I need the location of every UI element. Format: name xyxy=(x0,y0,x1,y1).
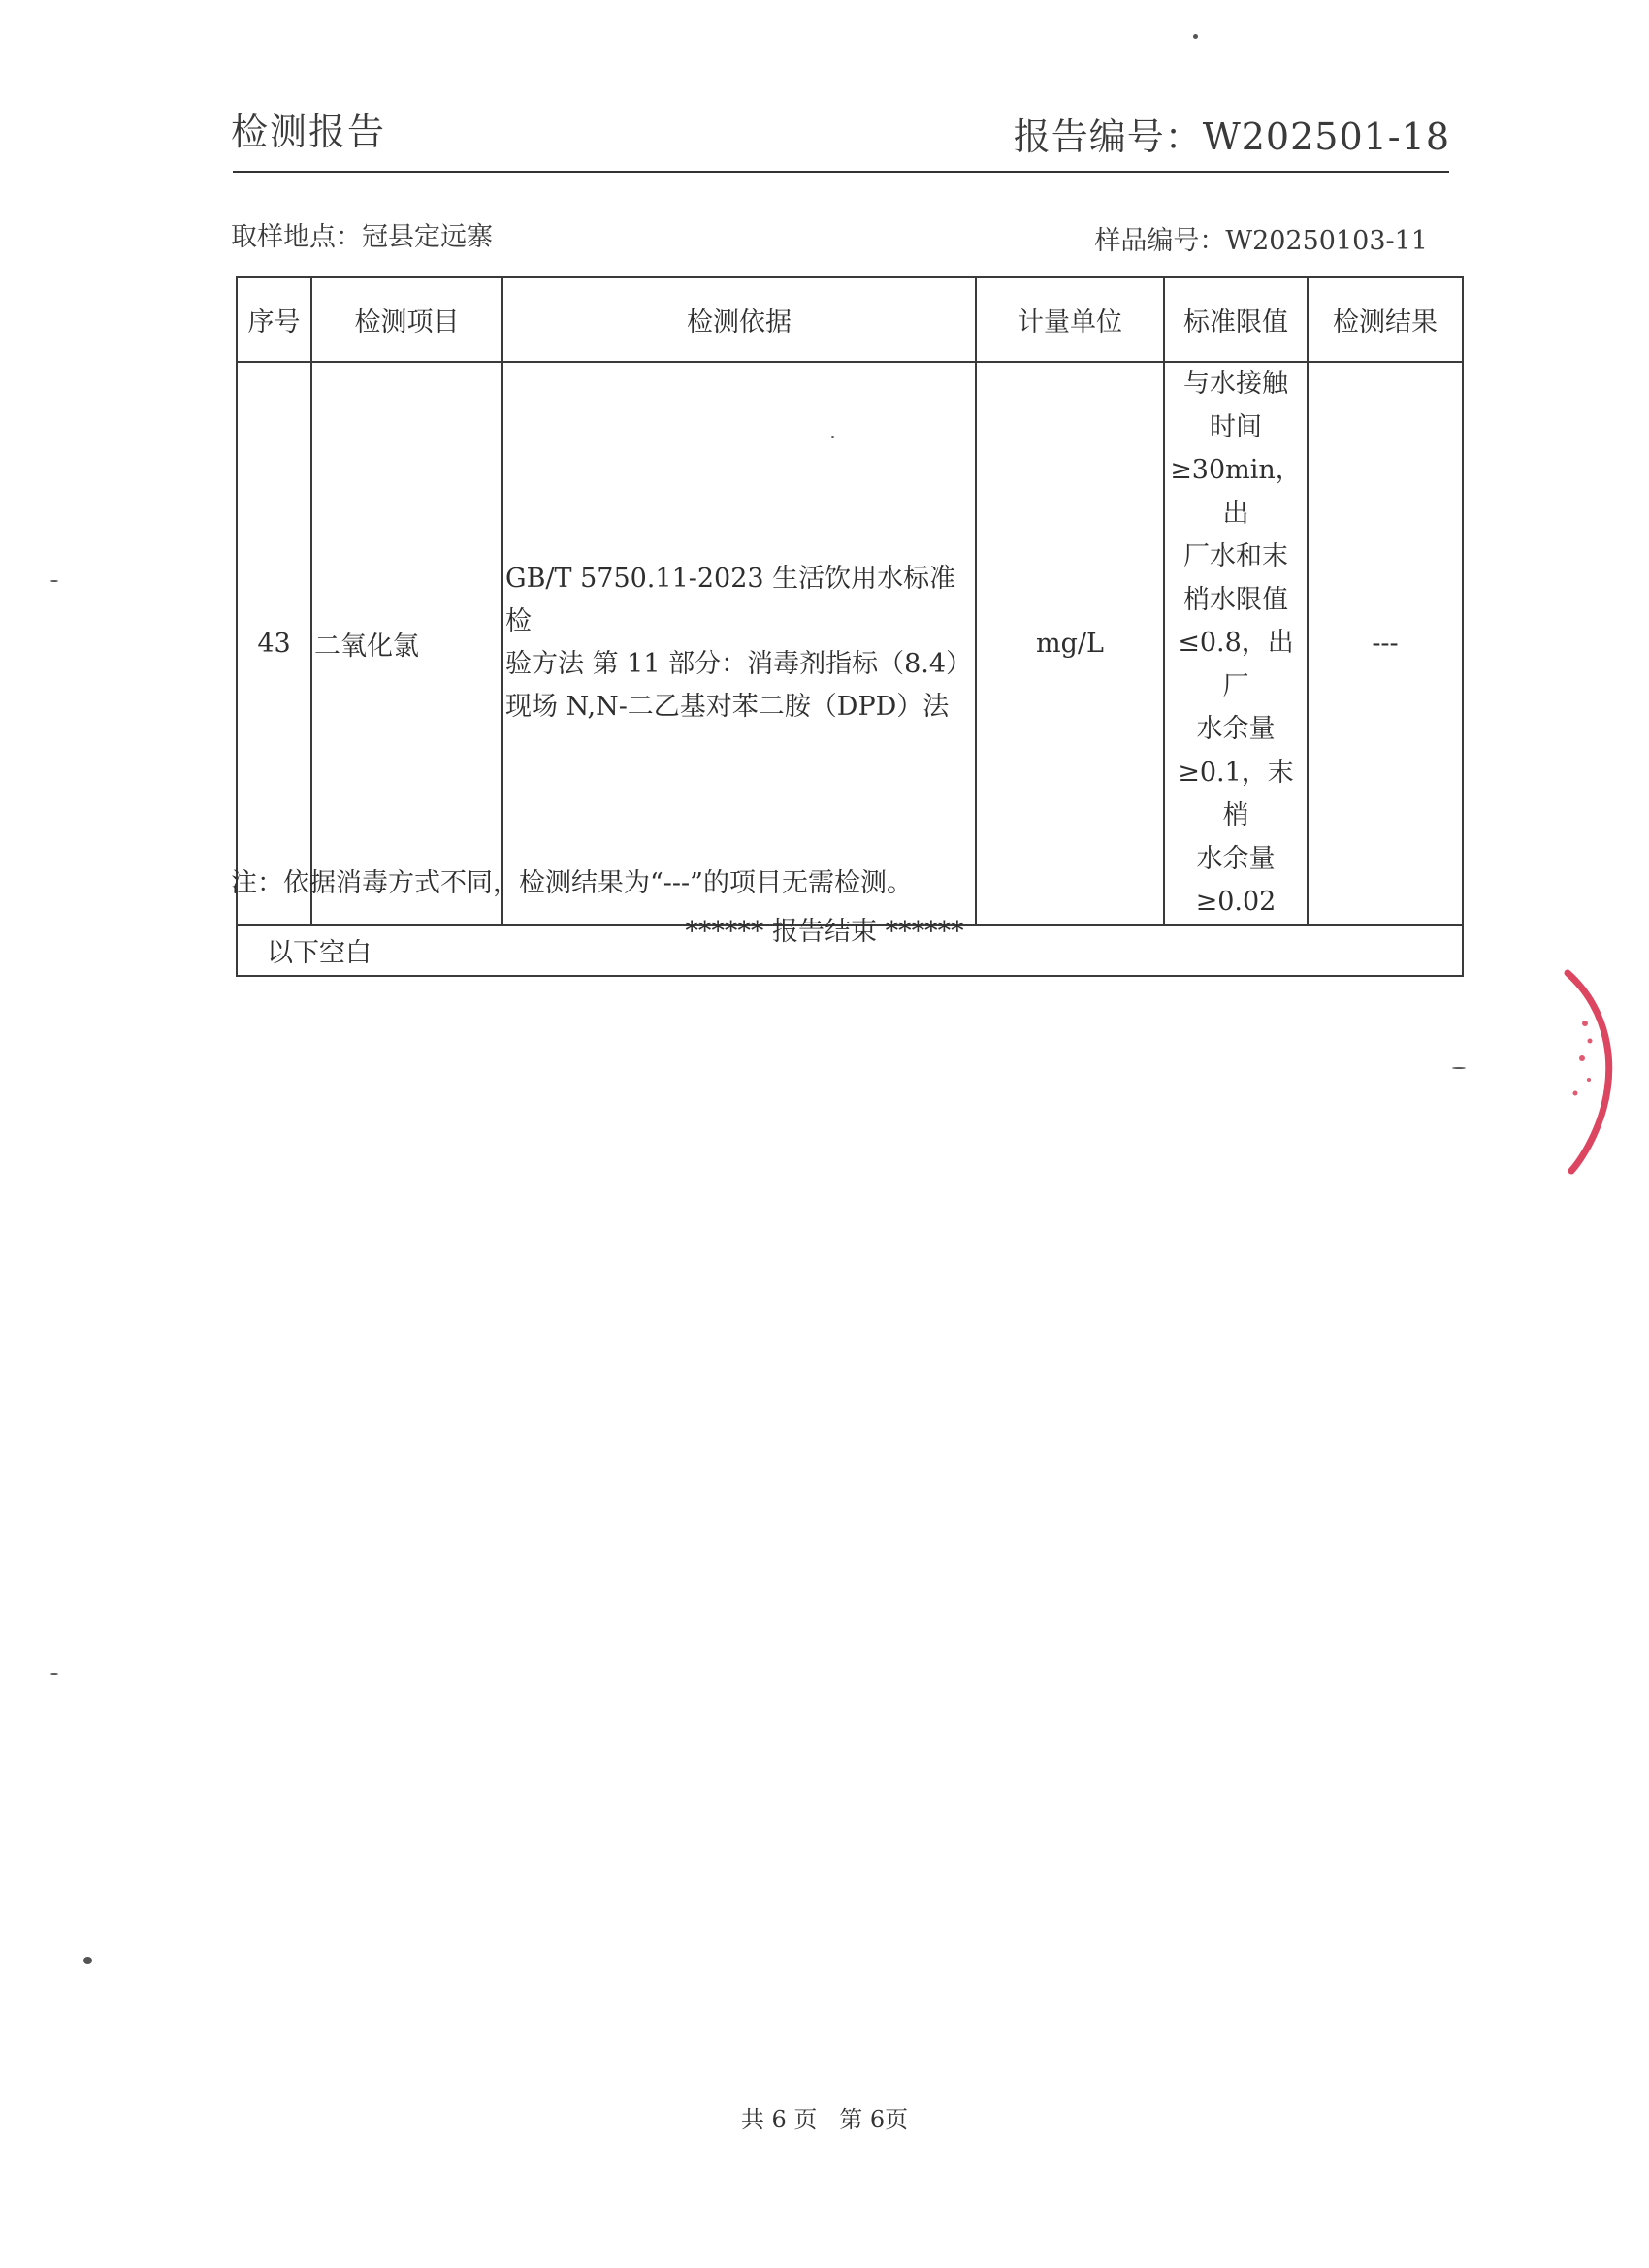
col-header-result: 检测结果 xyxy=(1308,277,1463,362)
blank-row-label: 以下空白 xyxy=(237,925,1463,976)
limit-line: ≥0.1，末梢 xyxy=(1178,757,1294,830)
limit-line: 水余量 xyxy=(1196,843,1276,874)
limit-line: ≤0.8，出厂 xyxy=(1178,628,1294,701)
page-footer: 共 6 页 第 6页 xyxy=(740,2106,909,2133)
row-limit xyxy=(1164,362,1308,925)
table-header-row xyxy=(237,277,1463,362)
sampling-location: 取样地点：冠县定远寨 xyxy=(231,222,493,252)
limit-line: 厂水和末 xyxy=(1183,541,1288,571)
report-number: 报告编号：W202501-18 xyxy=(1013,115,1450,158)
header-divider xyxy=(233,171,1449,173)
basis-line: 验方法 第 11 部分：消毒剂指标（8.4） xyxy=(505,649,973,680)
basis-line: GB/T 5750.11-2023 生活饮用水标准检 xyxy=(505,564,956,637)
report-title: 检测报告 xyxy=(231,111,387,153)
footnote: 注：依据消毒方式不同，检测结果为“---”的项目无需检测。 xyxy=(231,868,913,898)
scan-speck xyxy=(1452,1067,1466,1069)
scan-speck xyxy=(831,436,834,438)
seal-stamp-fragment xyxy=(1550,965,1637,1179)
limit-line: 水余量 xyxy=(1196,714,1276,744)
col-header-item: 检测项目 xyxy=(311,277,502,362)
limit-line: 梢水限值 xyxy=(1183,584,1288,615)
basis-line: 现场 N,N-二乙基对苯二胺（DPD）法 xyxy=(505,692,950,723)
row-basis xyxy=(502,362,976,925)
row-item: 二氧化氯 xyxy=(311,362,502,925)
scan-speck xyxy=(83,1957,92,1964)
limit-line: 与水接触 xyxy=(1183,369,1288,399)
row-index: 43 xyxy=(237,362,311,925)
limit-line: ≥30min，出 xyxy=(1170,455,1302,529)
col-header-unit: 计量单位 xyxy=(976,277,1164,362)
row-result: --- xyxy=(1308,362,1463,925)
sample-number: 样品编号：W20250103-11 xyxy=(1094,226,1428,256)
limit-line: ≥0.02 xyxy=(1195,887,1277,917)
table-row xyxy=(237,362,1463,925)
col-header-basis: 检测依据 xyxy=(502,277,976,362)
report-end-mark: ****** 报告结束 ****** xyxy=(685,917,964,947)
scan-speck xyxy=(1193,34,1198,39)
scan-speck xyxy=(50,1673,58,1675)
row-unit: mg/L xyxy=(976,362,1164,925)
col-header-index: 序号 xyxy=(237,277,311,362)
limit-line: 时间 xyxy=(1210,411,1262,442)
col-header-limit: 标准限值 xyxy=(1164,277,1308,362)
scan-speck xyxy=(50,580,58,582)
